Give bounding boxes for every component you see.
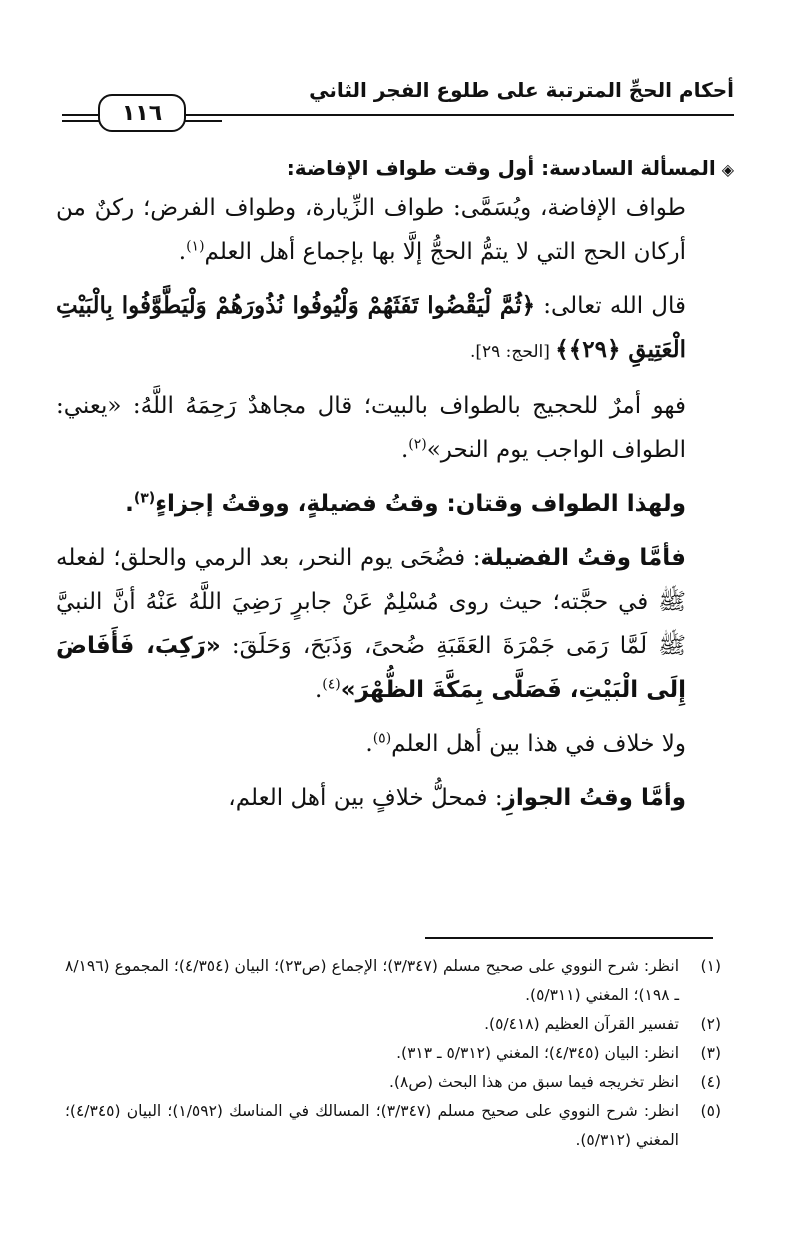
quran-verse: ﴿ثُمَّ لْيَقْضُوا تَفَثَهُمْ وَلْيُوفُوا نُذُورَهُمْ وَلْيَطَّوَّفُوا بِالْبَيْتِ الْعَتِيقِ ﴿٢٩﴾﴾ bbox=[56, 292, 686, 363]
paragraph-7 bbox=[56, 776, 734, 820]
paragraph-3 bbox=[56, 384, 734, 472]
paragraph-3-text: فهو أمرٌ للحجيج بالطواف بالبيت؛ قال مجاهدٌ رَحِمَهُ اللَّهُ: «يعني: الطواف الواجب يوم النحر» bbox=[56, 393, 686, 463]
footnote-ref-2[interactable]: (٢) bbox=[408, 436, 427, 453]
paragraph-7-text: : فمحلُّ خلافٍ بين أهل العلم، bbox=[228, 785, 503, 811]
footnote-1 bbox=[65, 952, 721, 1010]
paragraph-3-end: . bbox=[400, 437, 409, 463]
paragraph-4 bbox=[56, 482, 734, 526]
paragraph-6-end: . bbox=[365, 731, 373, 757]
footnote-ref-4[interactable]: (٤) bbox=[322, 676, 341, 693]
paragraph-4-end: . bbox=[125, 491, 134, 517]
footnote-number: (٤) bbox=[700, 1073, 721, 1091]
footnote-5 bbox=[65, 1097, 721, 1155]
paragraph-2-lead: قال الله تعالى: bbox=[535, 293, 687, 319]
footnotes bbox=[65, 952, 721, 1155]
footnote-number: (٢) bbox=[700, 1015, 721, 1033]
paragraph-5-lead: فأمَّا وقتُ الفضيلة bbox=[480, 545, 686, 571]
footnote-text: انظر: شرح النووي على صحيح مسلم (٣/٣٤٧)؛ المسالك في المناسك (١/٥٩٢)؛ البيان (٤/٣٤٥)؛ المغني (٥/٣١٢). bbox=[65, 1102, 679, 1149]
footnote-separator bbox=[425, 937, 713, 939]
page-body bbox=[56, 150, 734, 820]
paragraph-7-lead: وأمَّا وقتُ الجوازِ bbox=[502, 785, 686, 811]
footnote-number: (١) bbox=[700, 957, 721, 975]
paragraph-5 bbox=[56, 536, 734, 712]
verse-reference: [الحج: ٢٩]. bbox=[469, 342, 556, 362]
paragraph-1-text: طواف الإفاضة، ويُسَمَّى: طواف الزِّيارة، وطواف الفرض؛ ركنٌ من أركان الحج التي لا يتمُّ الحجُّ إلَّا بها بإجماع أهل العلم bbox=[56, 195, 686, 265]
footnote-3 bbox=[65, 1039, 721, 1068]
page-header bbox=[62, 70, 734, 130]
footnote-ref-5[interactable]: (٥) bbox=[372, 730, 392, 747]
footnote-text: تفسير القرآن العظيم (٥/٤١٨). bbox=[484, 1015, 679, 1033]
page-number: ١١٦ bbox=[98, 94, 186, 132]
paragraph-1-end: . bbox=[178, 239, 187, 265]
diamond-bullet-icon: ◈ bbox=[721, 160, 734, 179]
paragraph-6-text: ولا خلاف في هذا بين أهل العلم bbox=[391, 731, 686, 757]
footnote-text: انظر تخريجه فيما سبق من هذا البحث (ص٨). bbox=[389, 1073, 679, 1091]
footnote-ref-1[interactable]: (١) bbox=[186, 238, 205, 255]
hadith-quote: «رَكِبَ، فَأَفَاضَ إِلَى الْبَيْتِ، فَصَلَّى بِمَكَّةَ الظُّهْرَ» bbox=[56, 633, 686, 703]
footnote-ref-3[interactable]: (٣) bbox=[133, 490, 156, 507]
section-heading-text: المسألة السادسة: أول وقت طواف الإفاضة: bbox=[286, 156, 716, 180]
footnote-4 bbox=[65, 1068, 721, 1097]
paragraph-5-text: : فضُحَى يوم النحر، بعد الرمي والحلق؛ لفعله ﷺ في حجَّته؛ حيث روى مُسْلِمٌ عَنْ جابرٍ رَضِيَ اللَّهُ عَنْهُ أنَّ النبيَّ ﷺ لَمَّا رَمَى جَمْرَةَ العَقَبَةِ ضُحىً، وَذَبَحَ، وَحَلَقَ: bbox=[56, 545, 687, 659]
footnote-text: انظر: شرح النووي على صحيح مسلم (٣/٣٤٧)؛ الإجماع (ص٢٣)؛ البيان (٤/٣٥٤)؛ المجموع (٨/١٩٦ ـ ١٩٨)؛ المغني (٥/٣١١). bbox=[65, 957, 679, 1004]
paragraph-2 bbox=[56, 284, 734, 374]
paragraph-5-end: . bbox=[314, 677, 323, 703]
footnote-2 bbox=[65, 1010, 721, 1039]
paragraph-6 bbox=[56, 722, 734, 766]
paragraph-1 bbox=[56, 186, 734, 274]
paragraph-4-text: ولهذا الطواف وقتان: وقتُ فضيلةٍ، ووقتُ إجزاءٍ bbox=[155, 491, 686, 517]
section-heading bbox=[56, 150, 734, 186]
footnote-text: انظر: البيان (٤/٣٤٥)؛ المغني (٥/٣١٢ ـ ٣١٣). bbox=[396, 1044, 679, 1062]
footnote-number: (٥) bbox=[700, 1102, 721, 1120]
running-title: أحكام الحجِّ المترتبة على طلوع الفجر الثاني bbox=[309, 78, 734, 102]
footnote-number: (٣) bbox=[700, 1044, 721, 1062]
